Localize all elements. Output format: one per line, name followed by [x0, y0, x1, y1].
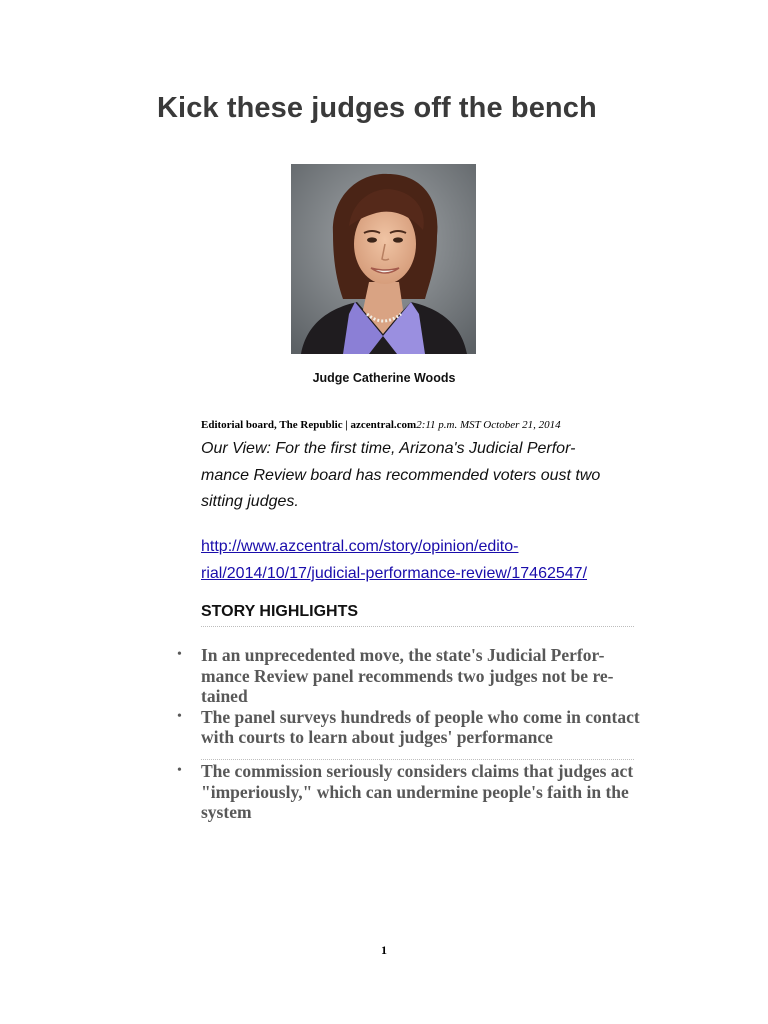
summary-line: mance Review board has recommended voters oust two: [201, 466, 601, 484]
photo-caption: Judge Catherine Woods: [312, 371, 456, 385]
source-url-line[interactable]: rial/2014/10/17/judicial-performance-review/17462547/: [201, 564, 588, 582]
highlight-line: "imperiously," which can undermine people's faith in the: [201, 781, 629, 802]
story-highlights-heading: STORY HIGHLIGHTS: [201, 603, 359, 620]
byline-date: 2:11 p.m. MST October 21, 2014: [416, 419, 561, 431]
source-url-link[interactable]: [201, 534, 641, 587]
highlight-line: tained: [201, 686, 248, 706]
divider: [201, 626, 634, 627]
source-url-line[interactable]: http://www.azcentral.com/story/opinion/edito-: [201, 538, 519, 555]
highlight-line: mance Review panel recommends two judges not be re-: [201, 665, 614, 686]
article-title: Kick these judges off the bench: [157, 92, 597, 124]
story-highlights-list: [177, 645, 640, 748]
bullet-icon: •: [177, 708, 182, 724]
story-highlights-list-continued: [177, 761, 634, 823]
portrait-illustration: [291, 164, 476, 354]
summary-line: sitting judges.: [201, 493, 299, 510]
article-summary: [201, 436, 641, 516]
bullet-icon: •: [177, 647, 182, 662]
highlight-item: [177, 761, 634, 823]
highlight-line: In an unprecedented move, the state's Judicial Perfor-: [201, 645, 605, 665]
highlight-item: [177, 706, 640, 748]
byline: [201, 419, 561, 431]
highlight-item: [177, 645, 633, 707]
summary-line: Our View: For the first time, Arizona's Judicial Perfor-: [201, 440, 576, 457]
highlight-line: system: [201, 802, 252, 822]
byline-author: Editorial board, The Republic | azcentral.com: [201, 419, 417, 431]
highlight-line: The panel surveys hundreds of people who come in contact: [201, 706, 640, 727]
judge-portrait-photo: [291, 164, 476, 354]
page-number: 1: [381, 943, 387, 957]
highlight-line: with courts to learn about judges' performance: [201, 727, 553, 747]
highlight-line: The commission seriously considers claims that judges act: [201, 761, 634, 781]
divider: [201, 759, 634, 760]
bullet-icon: •: [177, 763, 182, 778]
